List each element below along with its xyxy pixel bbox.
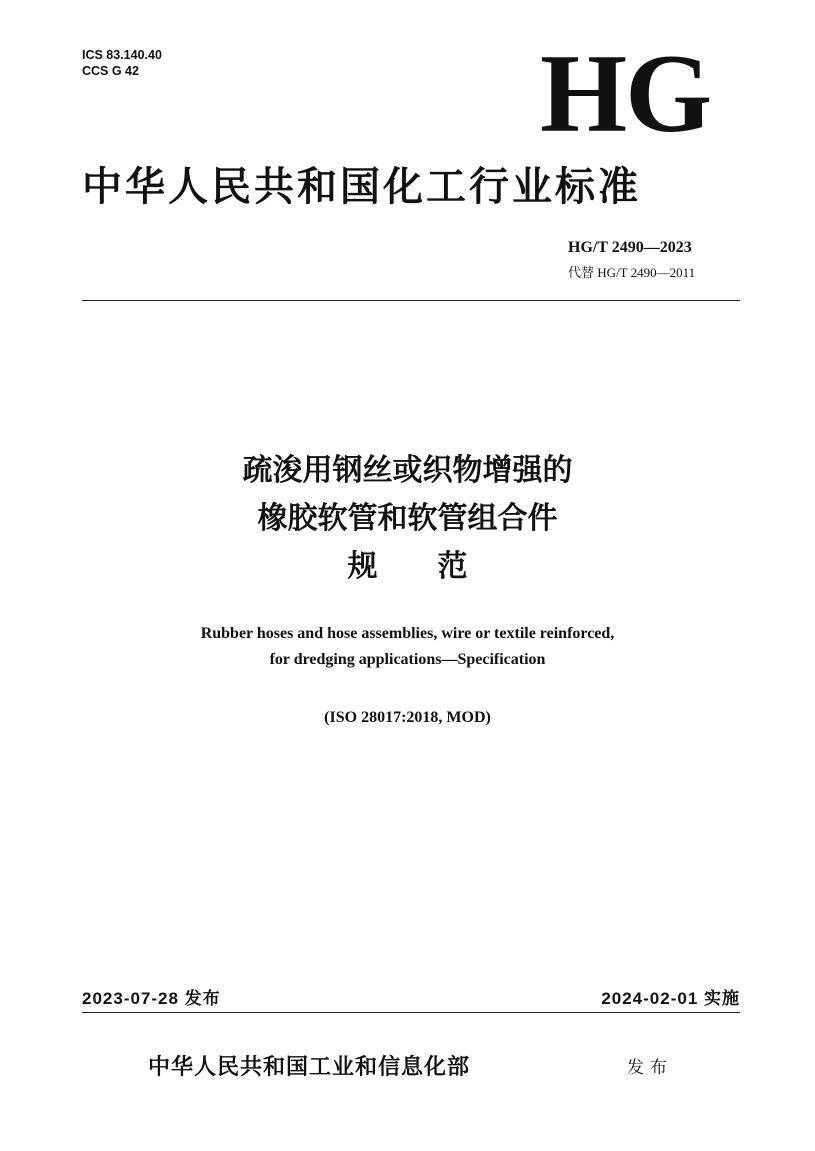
cn-title-word-1: 规 <box>347 550 378 583</box>
standard-category: 中华人民共和国化工行业标准 <box>82 164 641 209</box>
issuer-action: 发布 <box>627 1058 673 1077</box>
cn-title-line-1: 疏浚用钢丝或织物增强的 <box>242 454 573 487</box>
header-divider <box>82 300 740 301</box>
replaces-note: 代替 HG/T 2490—2011 <box>568 265 696 280</box>
ics-code: ICS 83.140.40 <box>82 48 162 62</box>
implement-date: 2024-02-01 实施 <box>601 989 740 1008</box>
cn-title-line-2: 橡胶软管和软管组合件 <box>257 502 558 535</box>
ccs-code: CCS G 42 <box>82 64 139 78</box>
issuing-authority: 中华人民共和国工业和信息化部 <box>148 1054 471 1079</box>
standard-number: HG/T 2490—2023 <box>568 239 692 256</box>
cn-title-word-2: 范 <box>437 550 468 583</box>
en-title-line-2: for dredging applications—Specification <box>269 651 546 668</box>
iso-equivalence: (ISO 28017:2018, MOD) <box>324 709 491 726</box>
en-title-line-1: Rubber hoses and hose assemblies, wire or textile reinforced, <box>200 625 615 642</box>
publish-date: 2023-07-28 发布 <box>82 989 221 1008</box>
hg-logo: HG <box>540 32 711 156</box>
ics-ccs-codes <box>82 47 162 79</box>
cn-title-line-3 <box>0 545 815 589</box>
footer-divider <box>82 1012 740 1013</box>
